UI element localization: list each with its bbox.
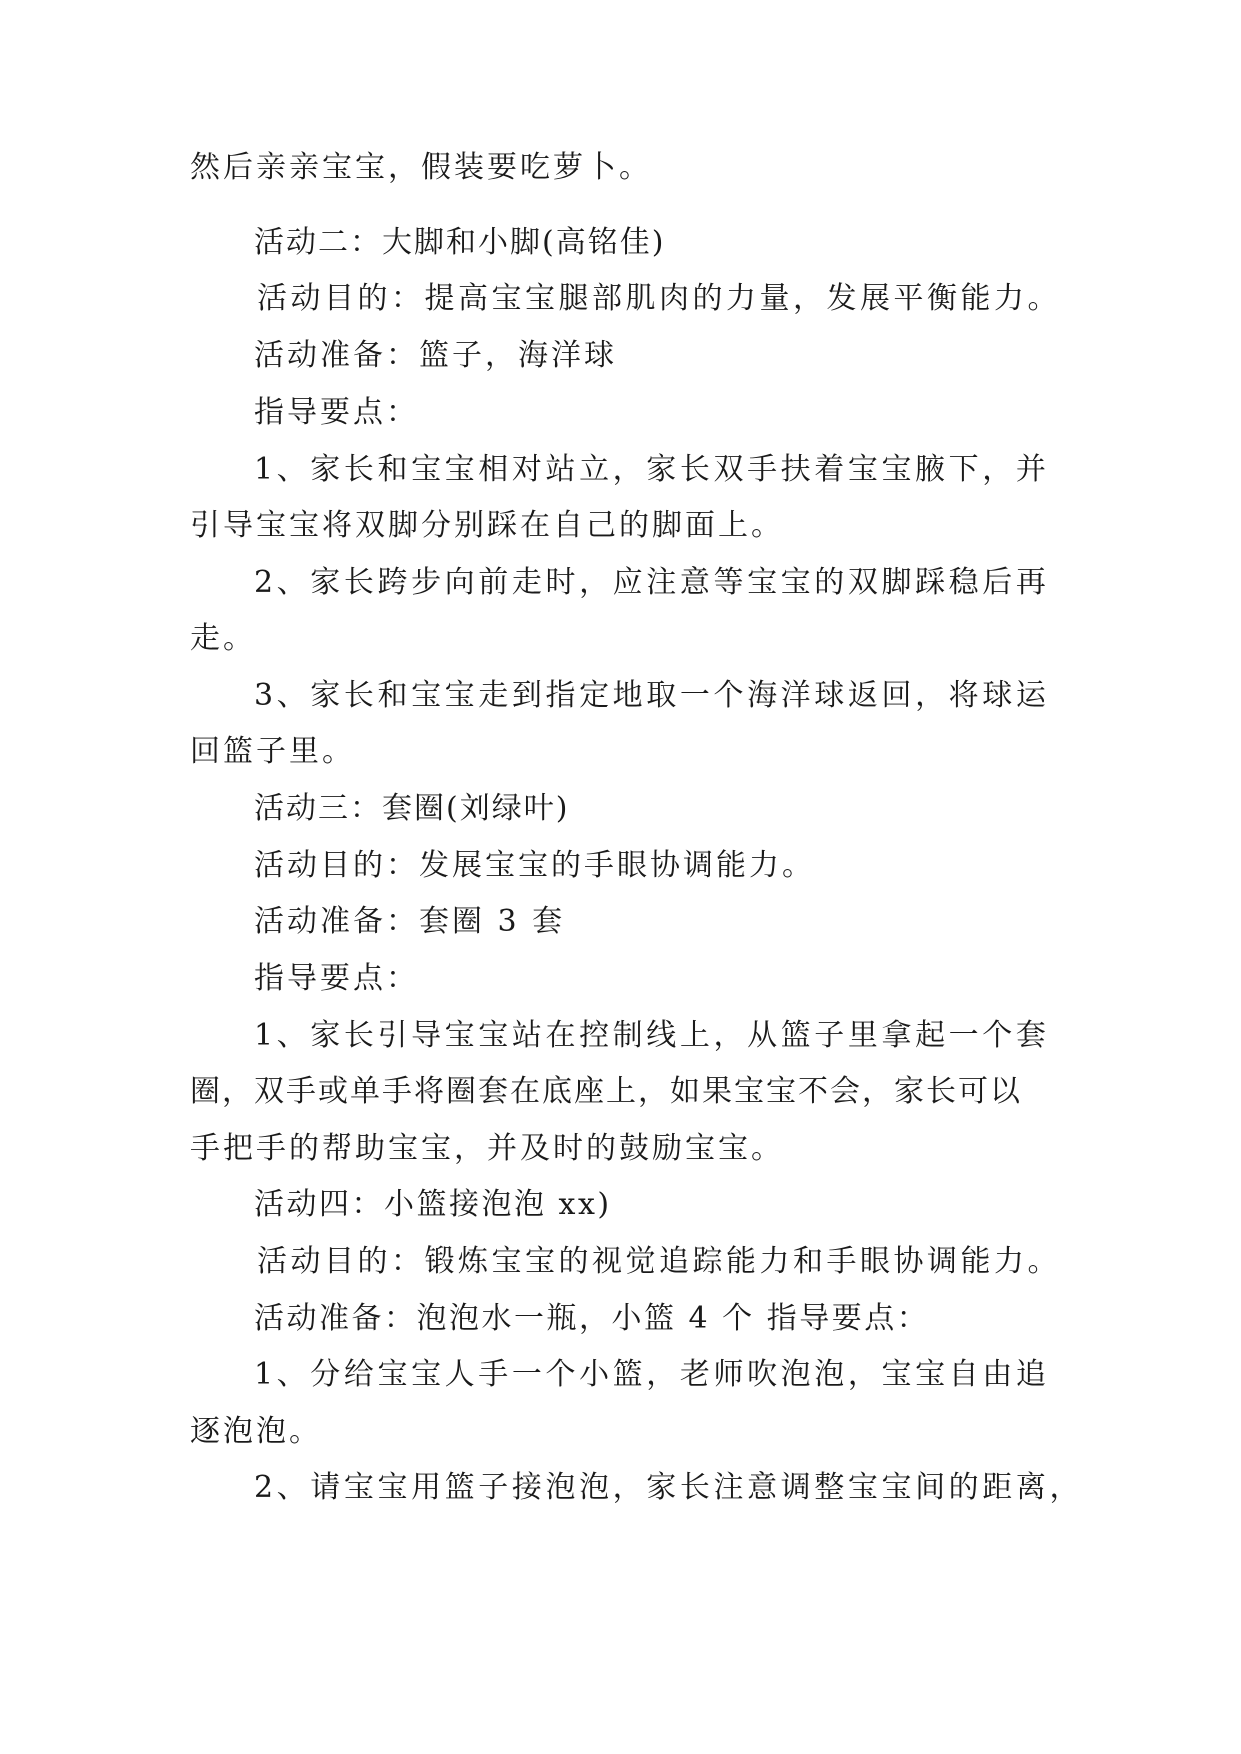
text-line: 活动准备：篮子，海洋球: [254, 338, 617, 373]
section-heading: 活动四：小篮接泡泡 xx): [254, 1187, 612, 1222]
text-line: 活动准备：套圈 3 套: [254, 904, 566, 939]
text-line: 活动目的：提高宝宝腿部肌肉的力量，发展平衡能力。: [257, 281, 1061, 316]
text-line: 手把手的帮助宝宝，并及时的鼓励宝宝。: [190, 1131, 784, 1166]
text-line: 1、家长引导宝宝站在控制线上，从篮子里拿起一个套: [254, 1018, 1050, 1053]
section-heading: 活动三：套圈(刘绿叶): [254, 791, 570, 826]
text-line: 指导要点：: [254, 395, 419, 430]
text-line: 活动准备：泡泡水一瓶，小篮 4 个 指导要点：: [254, 1301, 930, 1336]
text-line: 活动目的：锻炼宝宝的视觉追踪能力和手眼协调能力。: [257, 1244, 1061, 1279]
text-line: 逐泡泡。: [190, 1414, 322, 1449]
text-line: 走。: [190, 621, 256, 656]
text-line: 引导宝宝将双脚分别踩在自己的脚面上。: [190, 508, 784, 543]
text-line: 回篮子里。: [190, 734, 355, 769]
text-line: 3、家长和宝宝走到指定地取一个海洋球返回，将球运: [254, 678, 1050, 713]
text-line: 圈，双手或单手将圈套在底座上，如果宝宝不会，家长可以: [190, 1074, 1022, 1109]
text-line: 1、分给宝宝人手一个小篮，老师吹泡泡，宝宝自由追: [254, 1357, 1050, 1392]
section-heading: 活动二：大脚和小脚(高铭佳): [254, 225, 666, 260]
text-line: 1、家长和宝宝相对站立，家长双手扶着宝宝腋下，并: [254, 452, 1050, 487]
text-line: 2、请宝宝用篮子接泡泡，家长注意调整宝宝间的距离，: [254, 1470, 1084, 1505]
text-line: 2、家长跨步向前走时，应注意等宝宝的双脚踩稳后再: [254, 565, 1050, 600]
text-line: 指导要点：: [254, 961, 419, 996]
text-line: 活动目的：发展宝宝的手眼协调能力。: [254, 848, 815, 883]
text-line: 然后亲亲宝宝，假装要吃萝卜。: [190, 150, 652, 185]
